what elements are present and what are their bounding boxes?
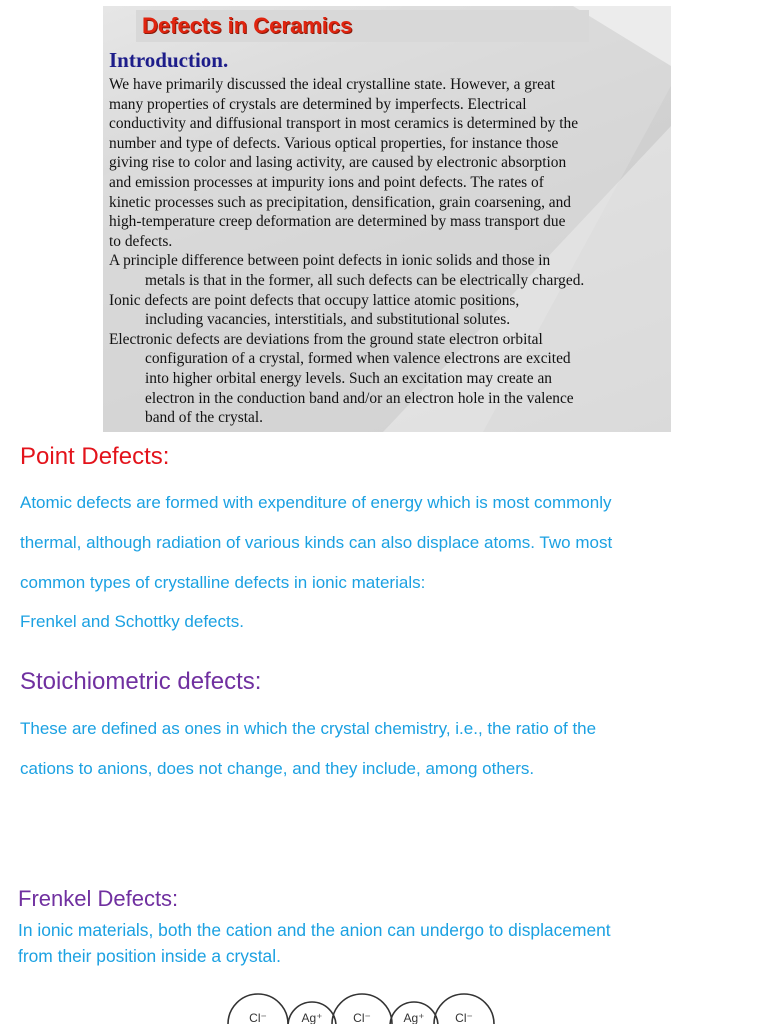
point-defects-text-line: common types of crystalline defects in ionic materials: bbox=[20, 573, 426, 592]
slide-line: conductivity and diffusional transport in most ceramics is determined by the bbox=[109, 115, 579, 133]
ion-label: Cl⁻ bbox=[249, 1011, 267, 1024]
frenkel-text-line: In ionic materials, both the cation and the anion can undergo to displacement bbox=[18, 920, 611, 940]
slide-line: high-temperature creep deformation are determined by mass transport due bbox=[109, 213, 566, 231]
slide-line: to defects. bbox=[109, 232, 173, 250]
point-defects-text-line: thermal, although radiation of various kinds can also displace atoms. Two most bbox=[20, 533, 613, 552]
slide-line: many properties of crystals are determined by imperfects. Electrical bbox=[109, 95, 527, 113]
slide-line: A principle difference between point defects in ionic solids and those in bbox=[109, 252, 551, 270]
stoichiometric-defects-heading: Stoichiometric defects: bbox=[20, 668, 262, 695]
slide-line: number and type of defects. Various optical properties, for instance those bbox=[109, 134, 559, 152]
point-defects-heading: Point Defects: bbox=[20, 443, 170, 470]
slide-title: Defects in Ceramics bbox=[136, 10, 589, 42]
stoichiometric-text-line: cations to anions, does not change, and they include, among others. bbox=[20, 759, 535, 778]
slide-line: metals is that in the former, all such defects can be electrically charged. bbox=[145, 271, 585, 289]
ion-label: Ag⁺ bbox=[301, 1011, 323, 1024]
slide-line: kinetic processes such as precipitation, densification, grain coarsening, and bbox=[109, 193, 571, 211]
slide-line: configuration of a crystal, formed when valence electrons are excited bbox=[145, 350, 571, 368]
point-defects-text-line: Frenkel and Schottky defects. bbox=[20, 612, 244, 631]
slide-body-text bbox=[109, 75, 669, 428]
frenkel-text-line: from their position inside a crystal. bbox=[18, 946, 281, 966]
ion-lattice-figure bbox=[226, 986, 506, 1024]
slide-line: Ionic defects are point defects that occupy lattice atomic positions, bbox=[109, 291, 520, 309]
slide-line: Electronic defects are deviations from the ground state electron orbital bbox=[109, 330, 543, 348]
intro-slide-image bbox=[103, 6, 671, 432]
slide-line: into higher orbital energy levels. Such an excitation may create an bbox=[145, 369, 552, 387]
slide-line: including vacancies, interstitials, and substitutional solutes. bbox=[145, 311, 511, 329]
slide-line: electron in the conduction band and/or an electron hole in the valence bbox=[145, 389, 574, 407]
slide-heading: Introduction. bbox=[109, 48, 229, 72]
point-defects-text-line: Atomic defects are formed with expenditure of energy which is most commonly bbox=[20, 493, 612, 512]
ion-label: Cl⁻ bbox=[353, 1011, 371, 1024]
stoichiometric-text-line: These are defined as ones in which the crystal chemistry, i.e., the ratio of the bbox=[20, 719, 597, 738]
slide-line: giving rise to color and lasing activity, are caused by electronic absorption bbox=[109, 154, 567, 172]
slide-line: We have primarily discussed the ideal crystalline state. However, a great bbox=[109, 76, 556, 93]
slide-line: band of the crystal. bbox=[145, 409, 263, 427]
slide-line: and emission processes at impurity ions and point defects. The rates of bbox=[109, 173, 544, 191]
ion-label: Cl⁻ bbox=[455, 1011, 473, 1024]
frenkel-defects-heading: Frenkel Defects: bbox=[18, 886, 179, 911]
ion-label: Ag⁺ bbox=[403, 1011, 425, 1024]
